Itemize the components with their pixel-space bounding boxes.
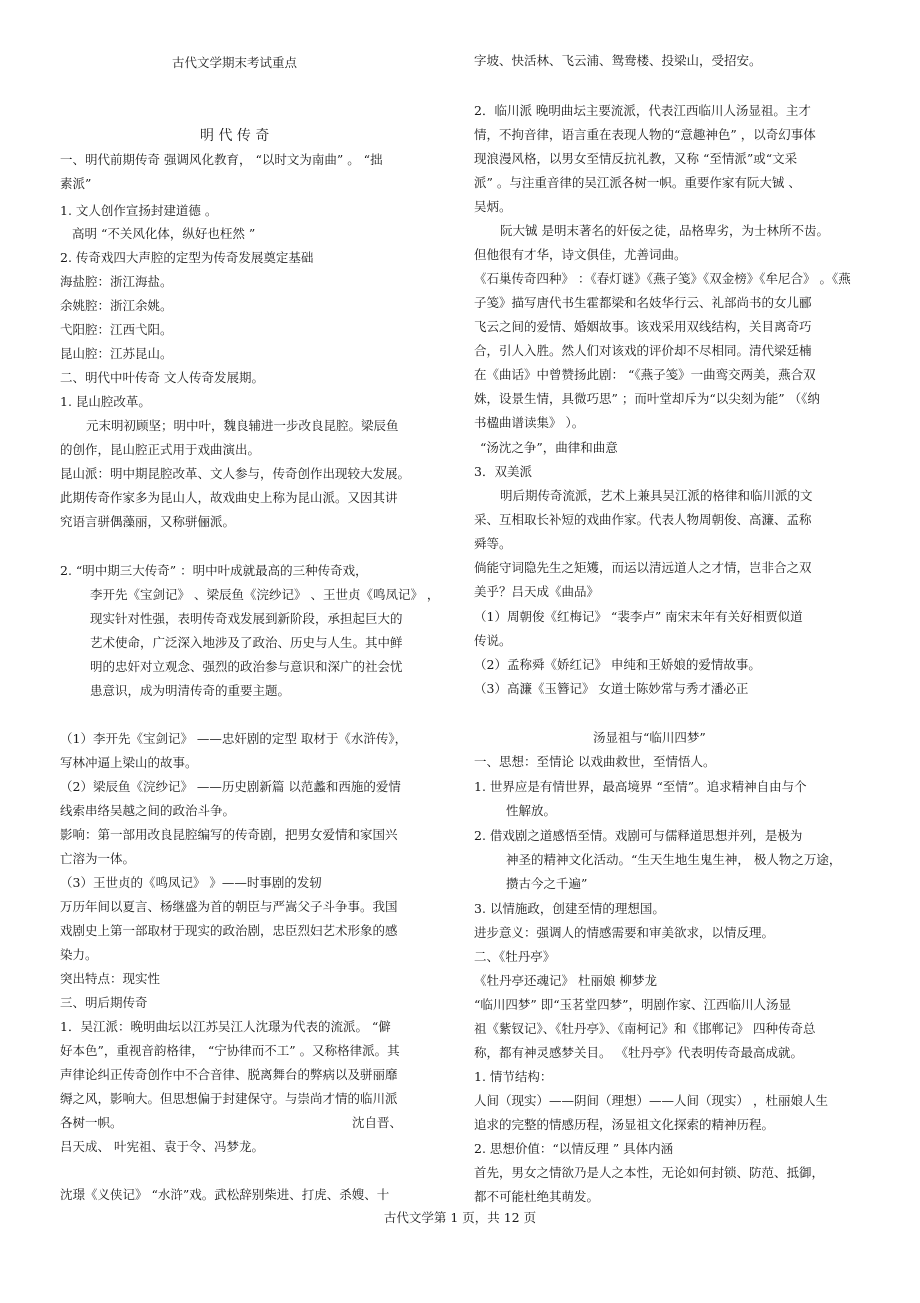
text-line: 进步意义：强调人的情感需要和审美欲求，以情反理。	[474, 925, 775, 940]
text-line: 《牡丹亭还魂记》 杜丽娘 柳梦龙	[474, 973, 657, 988]
page-footer: 古代文学第 1 页，共 12 页	[383, 1210, 537, 1225]
text-line: 舜等。	[474, 536, 512, 551]
text-line: 美乎？吕天成《曲品》	[474, 584, 600, 599]
text-line: 亡溶为一体。	[60, 851, 136, 866]
text-line: 倘能守词隐先生之矩矱，而运以清远道人之才情，岂非合之双	[474, 560, 812, 575]
text-line: 称，都有神灵感梦关目。 《牡丹亭》代表明传奇最高成就。	[474, 1045, 803, 1060]
text-line: 在《曲话》中曾赞扬此剧： “《燕子笺》一曲鸾交两美，燕合双	[474, 367, 816, 382]
text-line: 阮大铖 是明末著名的奸佞之徒，品格卑劣，为士林所不齿。	[500, 223, 829, 238]
text-line: 影响：第一部用改良昆腔编写的传奇剧，把男女爱情和家国兴	[60, 827, 398, 842]
text-line: 二、《牡丹亭》	[474, 949, 556, 964]
text-line: 2. 传奇戏四大声腔的定型为传奇发展奠定基础	[60, 250, 314, 265]
text-line: 明的忠奸对立观念、强烈的政治参与意识和深广的社会忧	[90, 659, 403, 674]
text-line: 患意识，成为明清传奇的重要主题。	[90, 683, 291, 698]
text-line: 3．双美派	[474, 464, 532, 479]
text-line: 都不可能杜绝其萌发。	[474, 1189, 600, 1204]
text-line: 万历年间以夏言、杨继盛为首的朝臣与严嵩父子斗争事。我国	[60, 899, 398, 914]
text-line: 究语言骈偶藻丽，又称骈俪派。	[60, 514, 236, 529]
text-line: 余姚腔：浙江余姚。	[60, 298, 173, 313]
text-line: 攒古今之千遍”	[506, 876, 588, 891]
text-line: 情，不拘音律，语言重在表现人物的“意趣神色” ，以奇幻事体	[474, 127, 816, 142]
text-line: 缛之风，影响大。但思想偏于封建保守。与崇尚才情的临川派	[60, 1091, 398, 1106]
text-line: 吕天成、 叶宪祖、袁于令、冯梦龙。	[60, 1139, 264, 1154]
text-line: 性解放。	[506, 803, 557, 818]
text-line: 沈自晋、	[352, 1115, 403, 1130]
text-line: 但他很有才华，诗文俱佳，尤善词曲。	[474, 247, 687, 262]
text-line: 染力。	[60, 947, 98, 962]
text-line: 2. 思想价值：“以情反理 ” 具体内涵	[474, 1141, 674, 1156]
text-line: 合，引人入胜。然人们对该戏的评价却不尽相同。清代梁廷楠	[474, 343, 812, 358]
text-line: 各树一帜。	[60, 1115, 123, 1130]
text-line: 弋阳腔：江西弋阳。	[60, 322, 173, 337]
text-line: 李开先《宝剑记》 、梁辰鱼《浣纱记》 、王世贞《鸣凤记》 ，	[90, 587, 440, 602]
text-line: （2）梁辰鱼《浣纱记》 ——历史剧新篇 以范蠡和西施的爱情	[60, 779, 401, 794]
text-line: 3. 以情施政，创建至情的理想国。	[474, 901, 665, 916]
text-line: 艺术使命，广泛深入地涉及了政治、历史与人生。其中鲜	[90, 635, 403, 650]
text-line: （2）孟称舜《娇红记》 申纯和王娇娘的爱情故事。	[474, 657, 761, 672]
text-line: 2．临川派 晚明曲坛主要流派，代表江西临川人汤显祖。主才	[474, 103, 811, 118]
doc-title: 古代文学期末考试重点	[172, 55, 298, 70]
text-line: 此期传奇作家多为昆山人，故戏曲史上称为昆山派。又因其讲	[60, 490, 398, 505]
text-line: （1）周朝俊《红梅记》 “裴李卢” 南宋末年有关好相贾似道	[474, 609, 803, 624]
text-line: 书楹曲谱读集》 ）。	[474, 415, 585, 430]
text-line: 声律论纠正传奇创作中不合音律、脱离舞台的弊病以及骈丽靡	[60, 1067, 398, 1082]
text-line: 好本色”，重视音韵格律， “宁协律而不工” 。又称格律派。其	[60, 1043, 400, 1058]
text-line: （3）王世贞的《鸣凤记》 》——时事剧的发轫	[60, 875, 322, 890]
text-line: 字坡、快活林、飞云浦、鸳鸯楼、投梁山，受招安。	[474, 53, 762, 68]
text-line: 1. 世界应是有情世界，最高境界 “至情”。追求精神自由与个	[474, 779, 807, 794]
text-line: 1. 文人创作宣扬封建道德 。	[60, 203, 218, 218]
text-line: 元末明初顾坚；明中叶，魏良辅进一步改良昆腔。梁辰鱼	[86, 418, 399, 433]
text-line: 素派”	[60, 176, 92, 191]
text-line: 现实针对性强，表明传奇戏发展到新阶段，承担起巨大的	[90, 611, 403, 626]
text-line: 二、明代中叶传奇 文人传奇发展期。	[60, 370, 264, 385]
text-line: 2. “明中期三大传奇” ：明中叶成就最高的三种传奇戏，	[60, 563, 368, 578]
text-line: 明后期传奇流派，艺术上兼具吴江派的格律和临川派的文	[500, 488, 813, 503]
text-line: 神圣的精神文化活动。“生天生地生鬼生神， 极人物之万途，	[506, 852, 842, 867]
text-line: 一、思想：至情论 以戏曲救世，至情悟人。	[474, 754, 716, 769]
text-line: 昆山腔：江苏昆山。	[60, 346, 173, 361]
text-line: 海盐腔：浙江海盐。	[60, 274, 173, 289]
text-line: 追求的完整的情感历程，汤显祖文化探索的精神历程。	[474, 1117, 775, 1132]
text-line: 子笺》描写唐代书生霍都梁和名妓华行云、礼部尚书的女儿郦	[474, 295, 812, 310]
text-line: 传说。	[474, 633, 512, 648]
text-line: “临川四梦” 即“玉茗堂四梦”，明剧作家、江西临川人汤显	[474, 997, 792, 1012]
text-line: 采、互相取长补短的戏曲作家。代表人物周朝俊、高濂、孟称	[474, 512, 812, 527]
text-line: 昆山派：明中期昆腔改革、文人参与，传奇创作出现较大发展。	[60, 466, 411, 481]
text-line: “汤沈之争”，曲律和曲意	[480, 440, 618, 455]
text-line: （3）高濂《玉簪记》 女道士陈妙常与秀才潘必正	[474, 681, 749, 696]
text-line: 《石巢传奇四种》 ：《春灯谜》《燕子笺》《双金榜》《牟尼合》 。《燕	[474, 271, 851, 286]
text-line: 吴炳。	[474, 199, 512, 214]
text-line: 的创作，昆山腔正式用于戏曲演出。	[60, 442, 261, 457]
text-line: 三、明后期传奇	[60, 995, 148, 1010]
section-title: 汤显祖与“临川四梦”	[593, 730, 706, 745]
text-line: 线索串络吴越之间的政治斗争。	[60, 803, 236, 818]
text-line: 高明 “不关风化体，纵好也枉然 ”	[72, 226, 256, 241]
text-line: 首先，男女之情欲乃是人之本性，无论如何封锁、防范、抵御，	[474, 1165, 825, 1180]
text-line: 姝，设景生情，具微巧思” ；而叶堂却斥为“以尖刻为能” （《纳	[474, 391, 820, 406]
text-line: 沈璟《义侠记》 “水浒”戏。武松辞别柴进、打虎、杀嫂、十	[60, 1187, 390, 1202]
text-line: 一、明代前期传奇 强调风化教育， “以时文为南曲” 。 “拙	[60, 152, 383, 167]
right-column	[460, 0, 920, 1303]
text-line: 突出特点：现实性	[60, 971, 161, 986]
text-line: 戏剧史上第一部取材于现实的政治剧，忠臣烈妇艺术形象的感	[60, 923, 398, 938]
text-line: 飞云之间的爱情、婚姻故事。该戏采用双线结构，关目离奇巧	[474, 319, 812, 334]
text-line: 祖《紫钗记》、《牡丹亭》、《南柯记》和《邯郸记》 四种传奇总	[474, 1021, 816, 1036]
text-line: 写林冲逼上梁山的故事。	[60, 755, 198, 770]
text-line: 2. 借戏剧之道感悟至情。戏剧可与儒释道思想并列，是极为	[474, 828, 803, 843]
text-line: 派” 。与注重音律的吴江派各树一帜。重要作家有阮大铖 、	[474, 175, 801, 190]
text-line: 1．吴江派：晚明曲坛以江苏吴江人沈璟为代表的流派。 “僻	[60, 1019, 391, 1034]
text-line: 1. 情节结构：	[474, 1069, 553, 1084]
text-line: 现浪漫风格，以男女至情反抗礼教，又称 “至情派”或“文采	[474, 151, 798, 166]
text-line: 人间（现实）——阴间（理想）——人间（现实） ，杜丽娘人生	[474, 1093, 828, 1108]
section-title: 明 代 传 奇	[200, 128, 270, 144]
text-line: 1. 昆山腔改革。	[60, 394, 151, 409]
text-line: （1）李开先《宝剑记》 ——忠奸剧的定型 取材于《水浒传》，	[60, 731, 408, 746]
